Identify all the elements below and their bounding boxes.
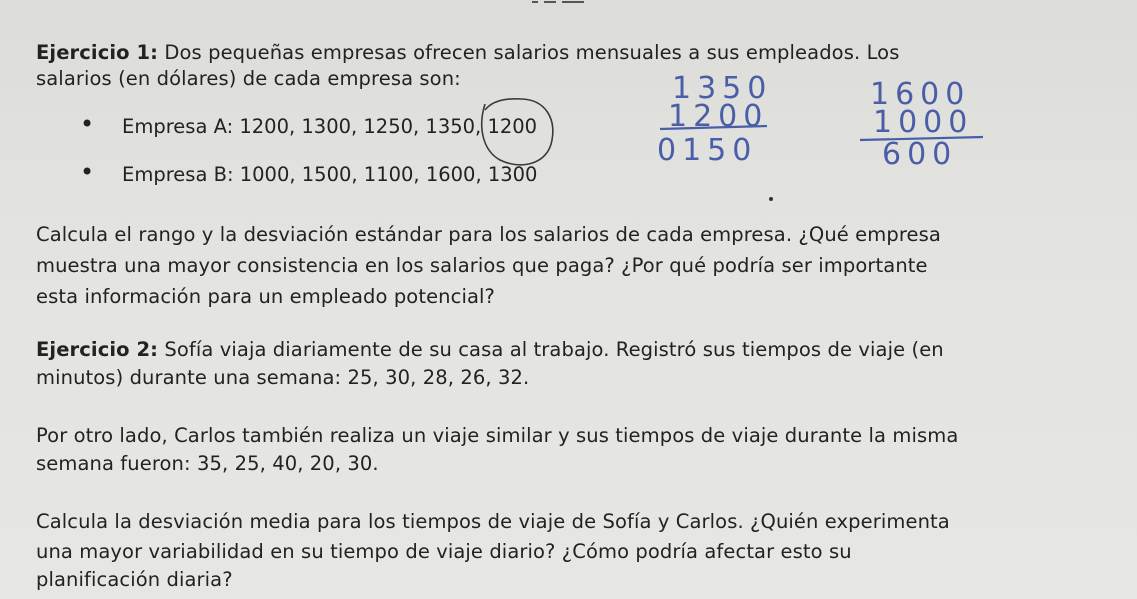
- company-b-label: Empresa B:: [122, 163, 234, 186]
- handwritten-calc-a-subtrahend: 1200: [668, 99, 769, 134]
- ex1-heading: Ejercicio 1:: [36, 41, 159, 64]
- handwritten-calc-b-subtrahend: 1000: [873, 105, 974, 140]
- handwritten-calc-a-top: 1350: [672, 71, 773, 106]
- ex2-task-line-1: Calcula la desviación media para los tiempos de viaje de Sofía y Carlos. ¿Quién experimenta: [36, 510, 950, 533]
- carlos-line-1: Por otro lado, Carlos también realiza un viaje similar y sus tiempos de viaje durante la misma: [36, 424, 959, 447]
- subtraction-line-a: [660, 126, 767, 129]
- circle-mark: [482, 99, 553, 165]
- bullet-dot: •: [80, 158, 95, 186]
- handwritten-calc-a-result: 0150: [657, 133, 758, 168]
- carlos-line-2: semana fueron: 35, 25, 40, 20, 30.: [36, 452, 379, 475]
- ex1-task-line-1: Calcula el rango y la desviación estándar para los salarios de cada empresa. ¿Qué empresa: [36, 223, 941, 246]
- handwritten-calc-b-result: 600: [882, 137, 958, 172]
- ink-dot: [769, 197, 773, 201]
- ex2-line-2: minutos) durante una semana: 25, 30, 28, 26, 32.: [36, 366, 530, 389]
- ex1-intro-text: Dos pequeñas empresas ofrecen salarios mensuales a sus empleados. Los: [158, 41, 900, 64]
- ex2-task-line-2: una mayor variabilidad en su tiempo de viaje diario? ¿Cómo podría afectar esto su: [36, 540, 852, 563]
- company-a-label: Empresa A:: [122, 115, 234, 138]
- ex2-heading: Ejercicio 2:: [36, 338, 159, 361]
- bullet-dot: •: [80, 110, 95, 138]
- ex1-task-line-2: muestra una mayor consistencia en los salarios que paga? ¿Por qué podría ser importante: [36, 254, 928, 277]
- ex2-task-line-3: planificación diaria?: [36, 568, 233, 591]
- company-a-values: 1200, 1300, 1250, 1350, 1200: [233, 115, 538, 138]
- company-b-values: 1000, 1500, 1100, 1600, 1300: [233, 163, 538, 186]
- ex1-line-2: salarios (en dólares) de cada empresa son:: [36, 67, 461, 90]
- ex1-task-line-3: esta información para un empleado potencial?: [36, 285, 495, 308]
- handwritten-calc-b-top: 1600: [870, 77, 971, 112]
- subtraction-line-b: [860, 137, 983, 140]
- ex2-intro-text: Sofía viaja diariamente de su casa al trabajo. Registró sus tiempos de viaje (en: [158, 338, 944, 361]
